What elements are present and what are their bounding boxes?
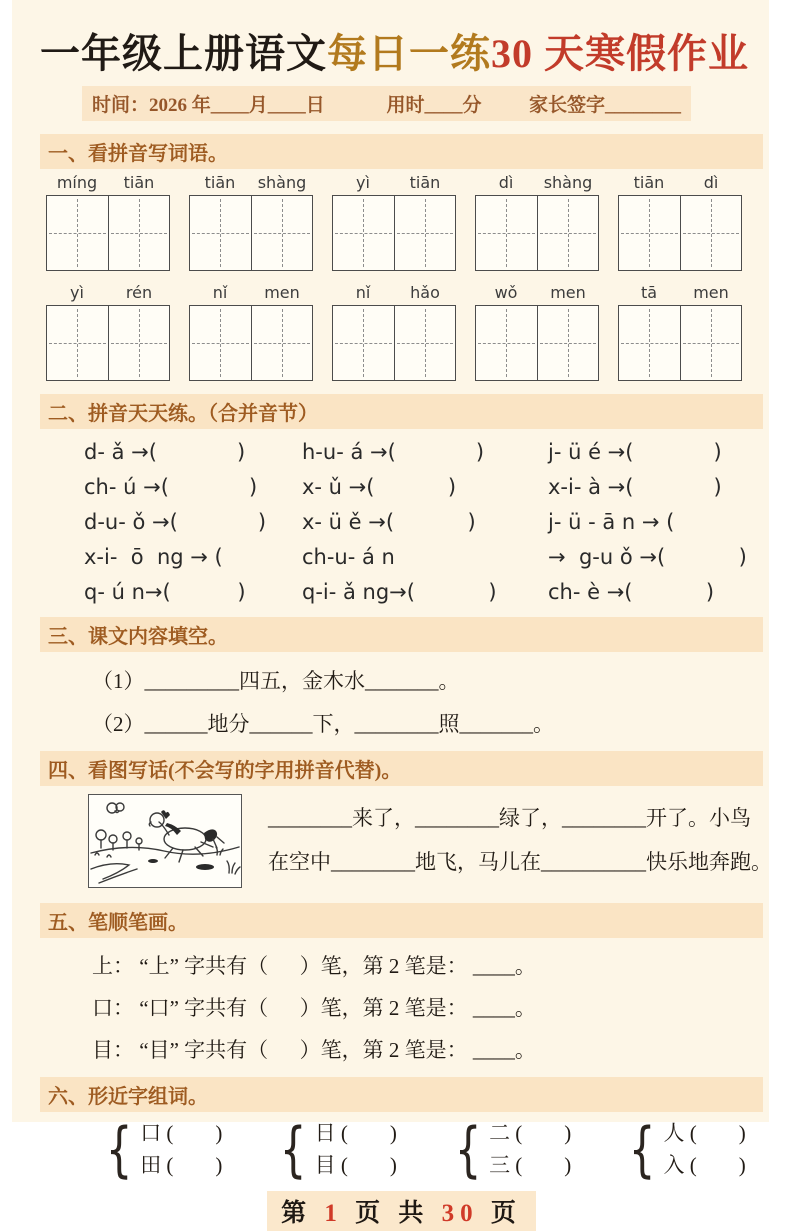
char-pair-item: 二 ( ): [489, 1121, 572, 1145]
merge-item: x-i- à →( ): [548, 475, 722, 499]
grid-cell: [333, 196, 394, 270]
writing-grid: [46, 195, 170, 271]
grid-cell: [476, 306, 537, 380]
brace-icon: {: [629, 1114, 656, 1185]
grid-cell: [680, 306, 742, 380]
char-pair-item: 三 ( ): [489, 1152, 572, 1177]
char-pair-item: 目 ( ): [314, 1152, 397, 1177]
section-2-heading: [40, 394, 763, 429]
brace-icon: {: [105, 1114, 133, 1185]
writing-grid: [189, 305, 313, 381]
footer-middle: 页 共: [355, 1200, 430, 1227]
pinyin-syllable: tā: [640, 283, 658, 302]
writing-grid: [189, 195, 313, 271]
writing-block: [618, 283, 742, 381]
brace-icon: {: [454, 1114, 482, 1185]
pinyin-syllable: shàng: [543, 173, 593, 192]
char-pair-rows: [315, 1118, 397, 1181]
grid-cell: [190, 196, 251, 270]
pinyin-syllable: tiān: [409, 173, 441, 192]
pinyin-labels: [332, 283, 456, 302]
rock-icons: [148, 859, 214, 870]
page-title: [40, 32, 763, 76]
butterfly-icon: [107, 803, 124, 813]
char-pair-item: 人 ( ): [663, 1121, 746, 1145]
merge-item: q-i- ǎ ng→( ): [302, 580, 497, 604]
pinyin-syllable: nǐ: [212, 283, 228, 302]
footer-total-pages: 30: [441, 1200, 479, 1227]
char-pair-item: 入 ( ): [663, 1152, 746, 1177]
stroke-order-line: 口： “口” 字共有（ ）笔，第 2 笔是： ____。: [92, 996, 536, 1020]
section-4-heading-text: 四、看图写话(不会写的字用拼音代替)。: [40, 751, 763, 786]
writing-block: [189, 173, 313, 271]
merge-item: x- ü ě →( ): [302, 510, 476, 534]
pinyin-labels: [618, 173, 742, 192]
writing-block: [332, 283, 456, 381]
pinyin-syllable: rén: [125, 283, 153, 302]
writing-grid: [332, 195, 456, 271]
char-pair-group: [623, 1114, 746, 1185]
merge-item: x-i- ō ng → (: [84, 545, 223, 569]
similar-char-groups: [100, 1114, 763, 1185]
grid-cell: [190, 306, 251, 380]
section-1-heading-text: 一、看拼音写词语。: [40, 134, 763, 169]
fill-blank-line: （2）______地分______下，________照_______。: [92, 712, 554, 736]
char-pair-item: 口 ( ): [140, 1121, 223, 1145]
meta-fields: 时间：2026 年____月____日 用时____分 家长签字________: [82, 86, 691, 121]
page-number-indicator: [267, 1191, 536, 1231]
pinyin-labels: [618, 283, 742, 302]
char-pair-group: [100, 1114, 223, 1185]
section-5-heading-text: 五、笔顺笔画。: [40, 903, 763, 938]
fill-blank-line: ________来了，________绿了，________开了。小鸟: [268, 806, 751, 830]
merge-item: → g-u ǒ →( ): [548, 545, 747, 569]
writing-block: [46, 283, 170, 381]
merge-item: j- ü - ā n → (: [548, 510, 675, 534]
merge-item: x- ǔ →( ): [302, 475, 457, 499]
picture-writing-lines: [268, 794, 772, 890]
writing-grid: [46, 305, 170, 381]
pinyin-syllable: tiān: [633, 173, 665, 192]
pinyin-syllable: yì: [356, 173, 370, 192]
pinyin-labels: [475, 283, 599, 302]
section-6-heading: [40, 1077, 763, 1112]
stroke-order-line: 目： “目” 字共有（ ）笔，第 2 笔是： ____。: [92, 1038, 536, 1062]
meta-line: [82, 86, 763, 121]
char-pair-rows: [140, 1118, 222, 1181]
grid-cell: [47, 306, 108, 380]
grid-cell: [537, 306, 599, 380]
brace-icon: {: [280, 1114, 307, 1185]
pinyin-syllable: dì: [703, 173, 719, 192]
merge-item: ch- è →( ): [548, 580, 715, 604]
merge-item: d-u- ǒ →( ): [84, 510, 267, 534]
pinyin-labels: [332, 173, 456, 192]
section-1-heading: [40, 134, 763, 169]
grid-cell: [619, 196, 680, 270]
title-part-holiday: 30 天寒假作业: [491, 31, 749, 76]
pinyin-syllable: yì: [70, 283, 84, 302]
footer-page-number: 1: [324, 1200, 343, 1227]
section-3-heading-text: 三、课文内容填空。: [40, 617, 763, 652]
pinyin-labels: [189, 283, 313, 302]
merge-row: [84, 580, 763, 604]
writing-grid: [618, 305, 742, 381]
grid-cell: [476, 196, 537, 270]
pinyin-syllable: hǎo: [410, 283, 440, 302]
char-pair-group: [449, 1114, 572, 1185]
pinyin-grid-row-1: [46, 173, 763, 271]
pinyin-syllable: míng: [56, 173, 98, 192]
section-5-heading: [40, 903, 763, 938]
grid-cell: [394, 196, 456, 270]
pinyin-syllable: tiān: [204, 173, 236, 192]
page-footer: [40, 1191, 763, 1231]
merge-item: ch- ú →( ): [84, 475, 258, 499]
char-pair-rows: [664, 1118, 746, 1181]
writing-block: [475, 283, 599, 381]
footer-prefix: 第: [281, 1200, 313, 1227]
merge-item: d- ǎ →( ): [84, 440, 246, 464]
pinyin-syllable: men: [693, 283, 729, 302]
grid-cell: [251, 196, 313, 270]
grid-cell: [680, 196, 742, 270]
writing-block: [189, 283, 313, 381]
grid-cell: [537, 196, 599, 270]
section-4-heading: [40, 751, 763, 786]
pinyin-syllable: shàng: [257, 173, 307, 192]
footer-suffix: 页: [490, 1200, 522, 1227]
pinyin-labels: [475, 173, 599, 192]
merge-item: q- ú n→( ): [84, 580, 246, 604]
merge-row: [84, 510, 763, 534]
writing-block: [618, 173, 742, 271]
grid-cell: [108, 306, 170, 380]
section-3-heading: [40, 617, 763, 652]
grid-cell: [394, 306, 456, 380]
writing-block: [475, 173, 599, 271]
pinyin-labels: [46, 173, 170, 192]
char-pair-item: 日 ( ): [314, 1121, 397, 1145]
merge-item: h-u- á →( ): [302, 440, 485, 464]
merge-row: [84, 440, 763, 464]
writing-grid: [618, 195, 742, 271]
title-part-daily: 每日一练: [327, 31, 491, 76]
pinyin-syllable: wǒ: [494, 283, 518, 302]
worksheet-page: [12, 0, 772, 1227]
section-6-heading-text: 六、形近字组词。: [40, 1077, 763, 1112]
section-2-heading-text: 二、拼音天天练。（合并音节）: [40, 394, 763, 429]
pinyin-syllable: men: [550, 283, 586, 302]
merge-row: [84, 475, 763, 499]
writing-grid: [475, 305, 599, 381]
writing-block: [46, 173, 170, 271]
merge-item: ch-u- á n: [302, 545, 395, 569]
horse-scene-illustration: [88, 794, 242, 888]
char-pair-item: 田 ( ): [140, 1152, 223, 1177]
writing-grid: [475, 195, 599, 271]
pinyin-syllable: men: [264, 283, 300, 302]
pinyin-labels: [46, 283, 170, 302]
stroke-order-line: 上： “上” 字共有（ ）笔，第 2 笔是： ____。: [92, 954, 536, 978]
merge-item: j- ü é →( ): [548, 440, 722, 464]
grid-cell: [619, 306, 680, 380]
pinyin-syllable: tiān: [123, 173, 155, 192]
fill-blank-line: （1）_________四五，金木水_______。: [92, 669, 460, 693]
pinyin-syllable: dì: [498, 173, 514, 192]
pinyin-grid-row-2: [46, 283, 763, 381]
grid-cell: [251, 306, 313, 380]
writing-block: [332, 173, 456, 271]
grid-cell: [108, 196, 170, 270]
char-pair-rows: [489, 1118, 571, 1181]
title-part-grade: 一年级上册语文: [40, 31, 327, 76]
char-pair-group: [274, 1114, 397, 1185]
pinyin-labels: [189, 173, 313, 192]
grid-cell: [333, 306, 394, 380]
pinyin-syllable: nǐ: [355, 283, 371, 302]
writing-grid: [332, 305, 456, 381]
grid-cell: [47, 196, 108, 270]
merge-row: [84, 545, 763, 569]
picture-writing-block: [88, 794, 772, 890]
tree-icons: [95, 830, 142, 857]
fill-blank-line: 在空中________地飞，马儿在__________快乐地奔跑。: [268, 850, 772, 874]
